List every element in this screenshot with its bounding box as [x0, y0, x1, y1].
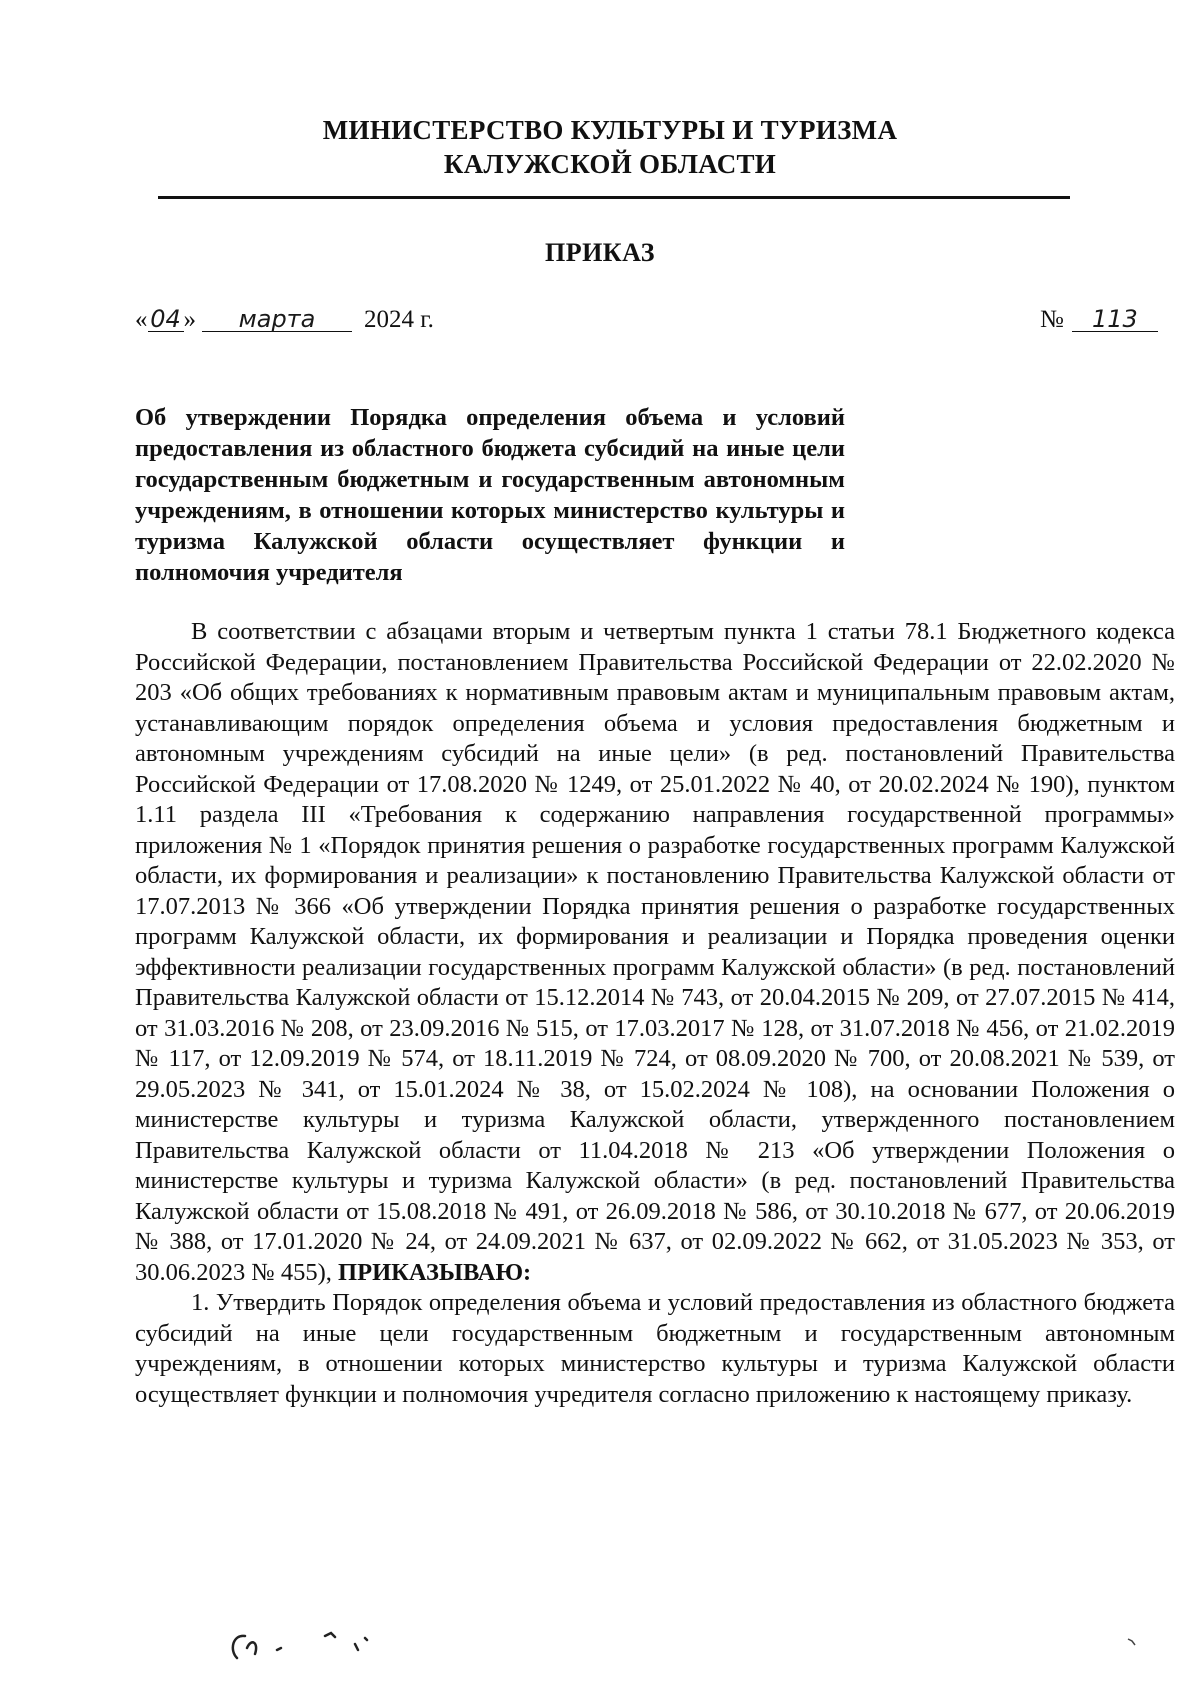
order-item-1: 1. Утвердить Порядок определения объема и условий предоставления из областного бюджета субсидий на иные цели государственным бюджетным и государственным автономным учреждениям, в отношении которых министерство культуры и туризма Калужской области осуществляет функции и полномочия учредителя согласно приложению к настоящему приказу.: [135, 1289, 1175, 1408]
date-quote-open: «: [135, 306, 148, 333]
ministry-header: [150, 113, 1070, 181]
order-body: [135, 617, 1175, 1410]
scan-artifact-mark: [1125, 1635, 1139, 1647]
ministry-name-line1: МИНИСТЕРСТВО КУЛЬТУРЫ И ТУРИЗМА: [322, 115, 898, 145]
decree-word: ПРИКАЗЫВАЮ:: [338, 1258, 532, 1286]
order-title: ПРИКАЗ: [544, 238, 656, 267]
handwritten-scribble-mark: [225, 1620, 405, 1670]
ministry-name-line2: КАЛУЖСКОЙ ОБЛАСТИ: [443, 149, 777, 179]
preamble-paragraph: [135, 617, 1175, 1288]
order-month-handwritten: марта: [202, 307, 352, 332]
order-year: 2024 г.: [364, 306, 434, 333]
date-quote-close: »: [183, 306, 196, 333]
order-day-handwritten: 04: [148, 307, 184, 332]
order-number: [1040, 306, 1158, 334]
order-number-handwritten: 113: [1072, 307, 1158, 332]
header-divider: [158, 196, 1070, 199]
order-date: [135, 306, 434, 334]
number-label: №: [1040, 306, 1064, 333]
order-subject: Об утверждении Порядка определения объема и условий предоставления из областного бюджета субсидий на иные цели государственным бюджетным и государственным автономным учреждениям, в отношении которых министерство культуры и туризма Калужской области осуществляет функции и полномочия учредителя: [135, 404, 845, 586]
preamble-text: В соответствии с абзацами вторым и четвертым пункта 1 статьи 78.1 Бюджетного кодекса Российской Федерации, постановлением Правительства Российской Федерации от 22.02.2020 № 203 «Об общих требованиях к нормативным правовым актам и муниципальным правовым актам, устанавливающим порядок определения объема и условия предоставления бюджетным и автономным учреждениям субсидий на иные цели» (в ред. постановлений Правительства Российской Федерации от 17.08.2020 № 1249, от 25.01.2022 № 40, от 20.02.2024 № 190), пунктом 1.11 раздела III «Требования к содержанию направления государственной программы» приложения № 1 «Порядок принятия решения о разработке государственных программ Калужской области, их формирования и реализации» к постановлению Правительства Калужской области от 17.07.2013 № 366 «Об утверждении Порядка принятия решения о разработке государственных программ Калужской области, их формирования и реализации и Порядка проведения оценки эффективности реализации государственных программ Калужской области» (в ред. постановлений Правительства Калужской области от 15.12.2014 № 743, от 20.04.2015 № 209, от 27.07.2015 № 414, от 31.03.2016 № 208, от 23.09.2016 № 515, от 17.03.2017 № 128, от 31.07.2018 № 456, от 21.02.2019 № 117, от 12.09.2019 № 574, от 18.11.2019 № 724, от 08.09.2020 № 700, от 20.08.2021 № 539, от 29.05.2023 № 341, от 15.01.2024 № 38, от 15.02.2024 № 108), на основании Положения о министерстве культуры и туризма Калужской области, утвержденного постановлением Правительства Калужской области от 11.04.2018 № 213 «Об утверждении Положения о министерстве культуры и туризма Калужской области» (в ред. постановлений Правительства Калужской области от 15.08.2018 № 491, от 26.09.2018 № 586, от 30.10.2018 № 677, от 20.06.2019 № 388, от 17.01.2020 № 24, от 24.09.2021 № 637, от 02.09.2022 № 662, от 31.05.2023 № 353, от 30.06.2023 № 455),: [135, 618, 1175, 1286]
